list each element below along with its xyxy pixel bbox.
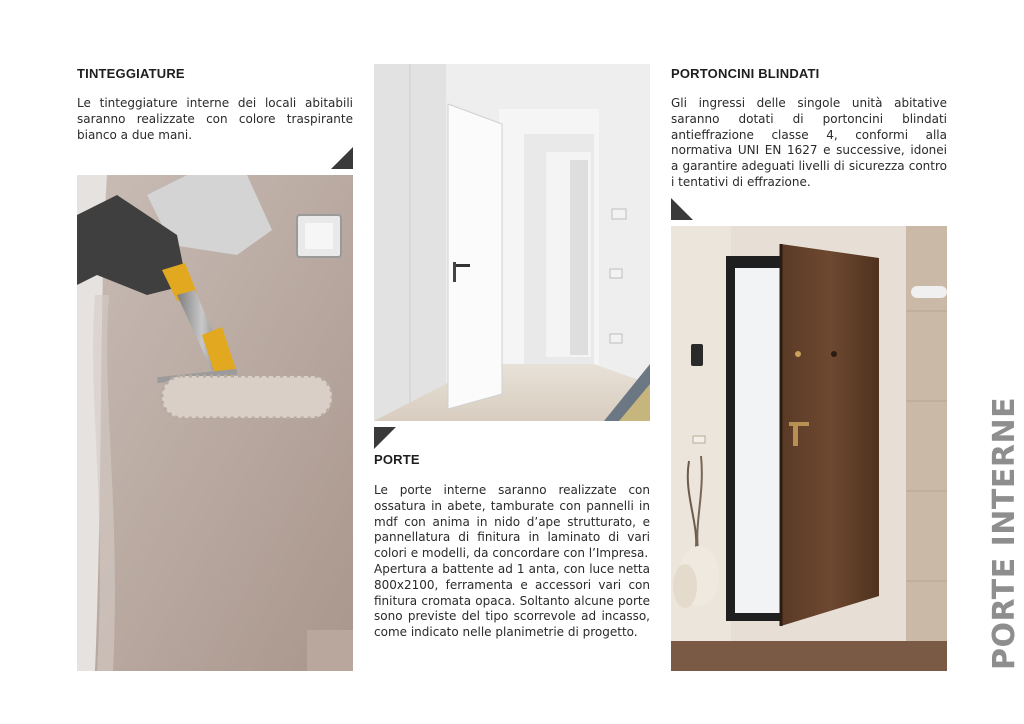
doors-paragraph: Le porte interne saranno realizzate con ossatura in abete, tamburate con pannelli in mdf con anima in nido d’ape strutturato, e pannellatura di finitura in laminato di vari colori e modelli, da concordare con l’Impresa.	[374, 483, 650, 561]
armored-doors-text: Gli ingressi delle singole unità abitative saranno dotati di portoncini blindati antieffrazione classe 4, conformi alla normativa UNI EN 1627 e successive, idonei a garantire adeguati livelli di sicurezza contro i tentativi di effrazione.	[671, 96, 947, 189]
doors-paragraph: Apertura a battente ad 1 anta, con luce netta 800x2100, ferramenta e accessori vari con finitura cromata opaca. Soltanto alcune porte sono previste del tipo scorrevole ad incasso, come indicato nelle planimetrie di progetto.	[374, 561, 650, 640]
armored-doors-heading: PORTONCINI BLINDATI	[671, 66, 820, 81]
corner-triangle-decoration	[331, 147, 353, 169]
interior-door-photo	[374, 64, 650, 421]
corner-triangle-decoration	[671, 198, 693, 220]
doors-heading: PORTE	[374, 452, 420, 467]
painting-roller-photo	[77, 175, 353, 671]
corner-triangle-decoration	[374, 427, 396, 449]
side-title: PORTE INTERNE	[987, 396, 1022, 670]
doors-text	[374, 483, 650, 641]
armored-door-photo	[671, 226, 947, 671]
painting-heading: TINTEGGIATURE	[77, 66, 185, 81]
painting-text: Le tinteggiature interne dei locali abitabili saranno realizzate con colore traspirante bianco a due mani.	[77, 96, 353, 142]
